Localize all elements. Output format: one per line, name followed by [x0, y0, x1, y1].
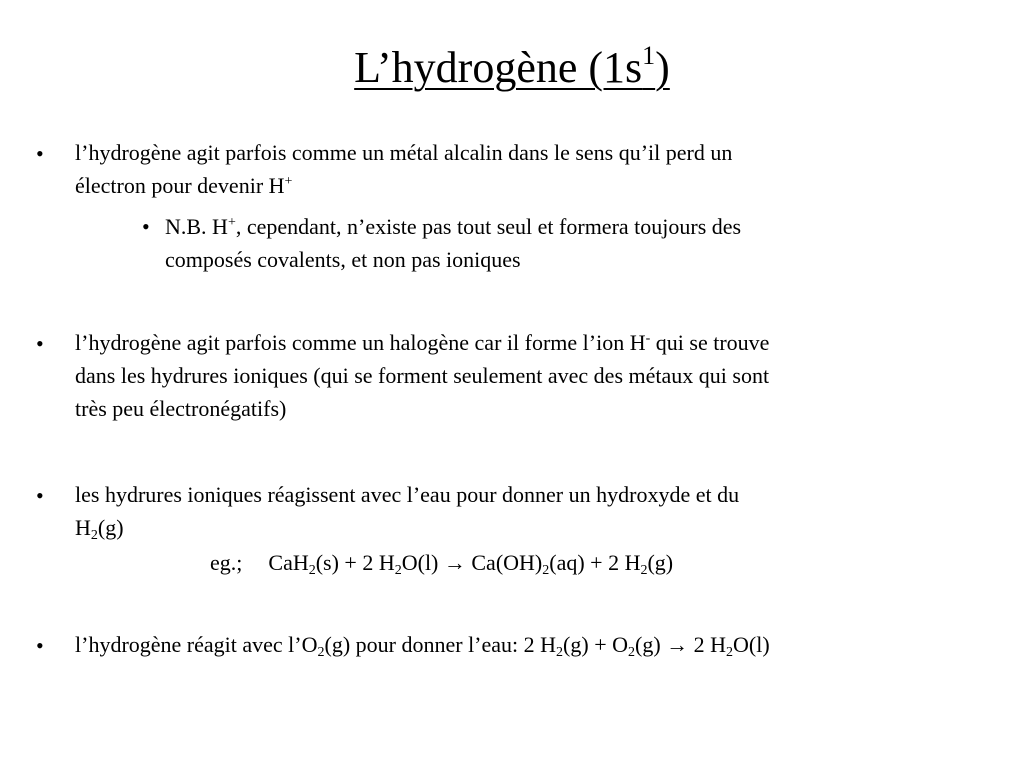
equation-label: eg.; — [210, 550, 243, 575]
sub-bullet-marker: • — [142, 214, 150, 239]
bullet-4-text: l’hydrogène réagit avec $l’O_2(g)$ pour donner l’eau: 2 $H_2(g) + O_2(g) \to 2$ $H_2O(l)$ — [75, 632, 770, 660]
title-main: L’hydrogène (1s — [354, 43, 643, 92]
bullet-2-marker: • — [36, 331, 44, 356]
bullet-3-marker: • — [36, 483, 44, 508]
title-superscript: 1 — [642, 41, 656, 70]
bullet-3-line-2: $H_2(g)$ — [75, 515, 124, 543]
title-close: ) — [655, 43, 670, 92]
bullet-2-line-3: très peu électronégatifs) — [75, 396, 287, 421]
bullet-2-text — [75, 326, 995, 425]
bullet-2-line-1: l’hydrogène agit parfois comme un halogène car il forme l’ion H- qui se trouve — [75, 330, 770, 355]
bullet-3-line-1: les hydrures ioniques réagissent avec l’eau pour donner un hydroxyde et du — [75, 482, 740, 507]
bullet-1-marker: • — [36, 141, 44, 166]
sub-bullet-line-2: composés covalents, et non pas ioniques — [165, 247, 521, 272]
bullet-1-line-2: électron pour devenir H+ — [75, 173, 293, 198]
sub-bullet-text — [165, 210, 965, 276]
sub-bullet-line-1: N.B. H+, cependant, n’existe pas tout seul et formera toujours des — [165, 214, 742, 239]
bullet-2-line-2: dans les hydrures ioniques (qui se forment seulement avec des métaux qui sont — [75, 363, 770, 388]
bullet-3-text — [75, 478, 995, 544]
bullet-1-line-1: l’hydrogène agit parfois comme un métal alcalin dans le sens qu’il perd un — [75, 140, 733, 165]
bullet-4-marker: • — [36, 633, 44, 658]
equation-cah2: eg.; CaH$_2$(s) + 2 $H_2O(l) \to Ca(OH)_2(aq) + 2$ $H_2(g)$ — [210, 550, 674, 578]
bullet-1-text — [75, 136, 995, 202]
